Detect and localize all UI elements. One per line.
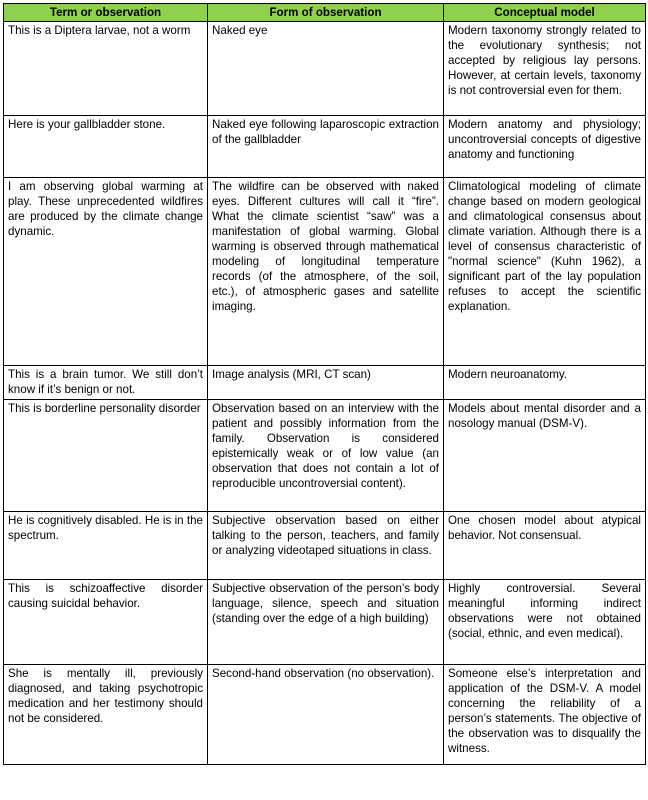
observation-table: [3, 3, 646, 765]
form-cell: Subjective observation based on either talking to the person, teachers, and family or analyzing videotaped situations in class.: [208, 512, 444, 580]
term-cell: She is mentally ill, previously diagnosed, and taking psychotropic medication and her testimony should not be considered.: [4, 665, 208, 765]
form-cell: Observation based on an interview with the patient and possibly information from the family. Observation is considered epistemically weak or of low value (an observation that does not contain a lot of reproducible uncontroversial content).: [208, 400, 444, 512]
form-cell: Naked eye: [208, 22, 444, 116]
model-cell: Modern anatomy and physiology; uncontroversial concepts of digestive anatomy and functioning: [444, 116, 646, 178]
term-cell: Here is your gallbladder stone.: [4, 116, 208, 178]
term-cell: He is cognitively disabled. He is in the spectrum.: [4, 512, 208, 580]
term-cell: This is borderline personality disorder: [4, 400, 208, 512]
model-cell: Highly controversial. Several meaningful informing indirect observations were not obtained (social, ethnic, and even medical).: [444, 580, 646, 665]
form-cell: Second-hand observation (no observation).: [208, 665, 444, 765]
header-row: [4, 4, 646, 22]
table-row: [4, 665, 646, 765]
table-row: [4, 400, 646, 512]
table-row: [4, 178, 646, 366]
model-cell: Someone else’s interpretation and application of the DSM-V. A model concerning the reliability of a person’s statements. The objective of the observation was to disqualify the witness.: [444, 665, 646, 765]
table-row: [4, 22, 646, 116]
term-cell: This is schizoaffective disorder causing suicidal behavior.: [4, 580, 208, 665]
term-cell: This is a brain tumor. We still don’t know if it’s benign or not.: [4, 366, 208, 400]
header-form: Form of observation: [208, 4, 444, 22]
model-cell: Modern neuroanatomy.: [444, 366, 646, 400]
form-cell: The wildfire can be observed with naked eyes. Different cultures will call it “fire”. What the climate scientist “saw” was a manifestation of global warming. Global warming is observed through mathematical modeling of longitudinal temperature records (of the atmosphere, of the soil, etc.), of atmospheric gases and satellite imaging.: [208, 178, 444, 366]
table-row: [4, 366, 646, 400]
table-row: [4, 512, 646, 580]
table-row: [4, 580, 646, 665]
model-cell: Modern taxonomy strongly related to the evolutionary synthesis; not accepted by religious lay persons. However, at certain levels, taxonomy is not controversial even for them.: [444, 22, 646, 116]
form-cell: Subjective observation of the person’s body language, silence, speech and situation (standing over the edge of a high building): [208, 580, 444, 665]
header-term: Term or observation: [4, 4, 208, 22]
model-cell: Models about mental disorder and a nosology manual (DSM-V).: [444, 400, 646, 512]
form-cell: Naked eye following laparoscopic extraction of the gallbladder: [208, 116, 444, 178]
form-cell: Image analysis (MRI, CT scan): [208, 366, 444, 400]
term-cell: I am observing global warming at play. These unprecedented wildfires are produced by the climate change dynamic.: [4, 178, 208, 366]
header-model: Conceptual model: [444, 4, 646, 22]
term-cell: This is a Diptera larvae, not a worm: [4, 22, 208, 116]
table-row: [4, 116, 646, 178]
model-cell: Climatological modeling of climate change based on modern geological and climatological consensus about climate variation. Although there is a level of consensus characteristic of "normal science" (Kuhn 1962), a significant part of the lay population refuses to accept the scientific explanation.: [444, 178, 646, 366]
model-cell: One chosen model about atypical behavior. Not consensual.: [444, 512, 646, 580]
